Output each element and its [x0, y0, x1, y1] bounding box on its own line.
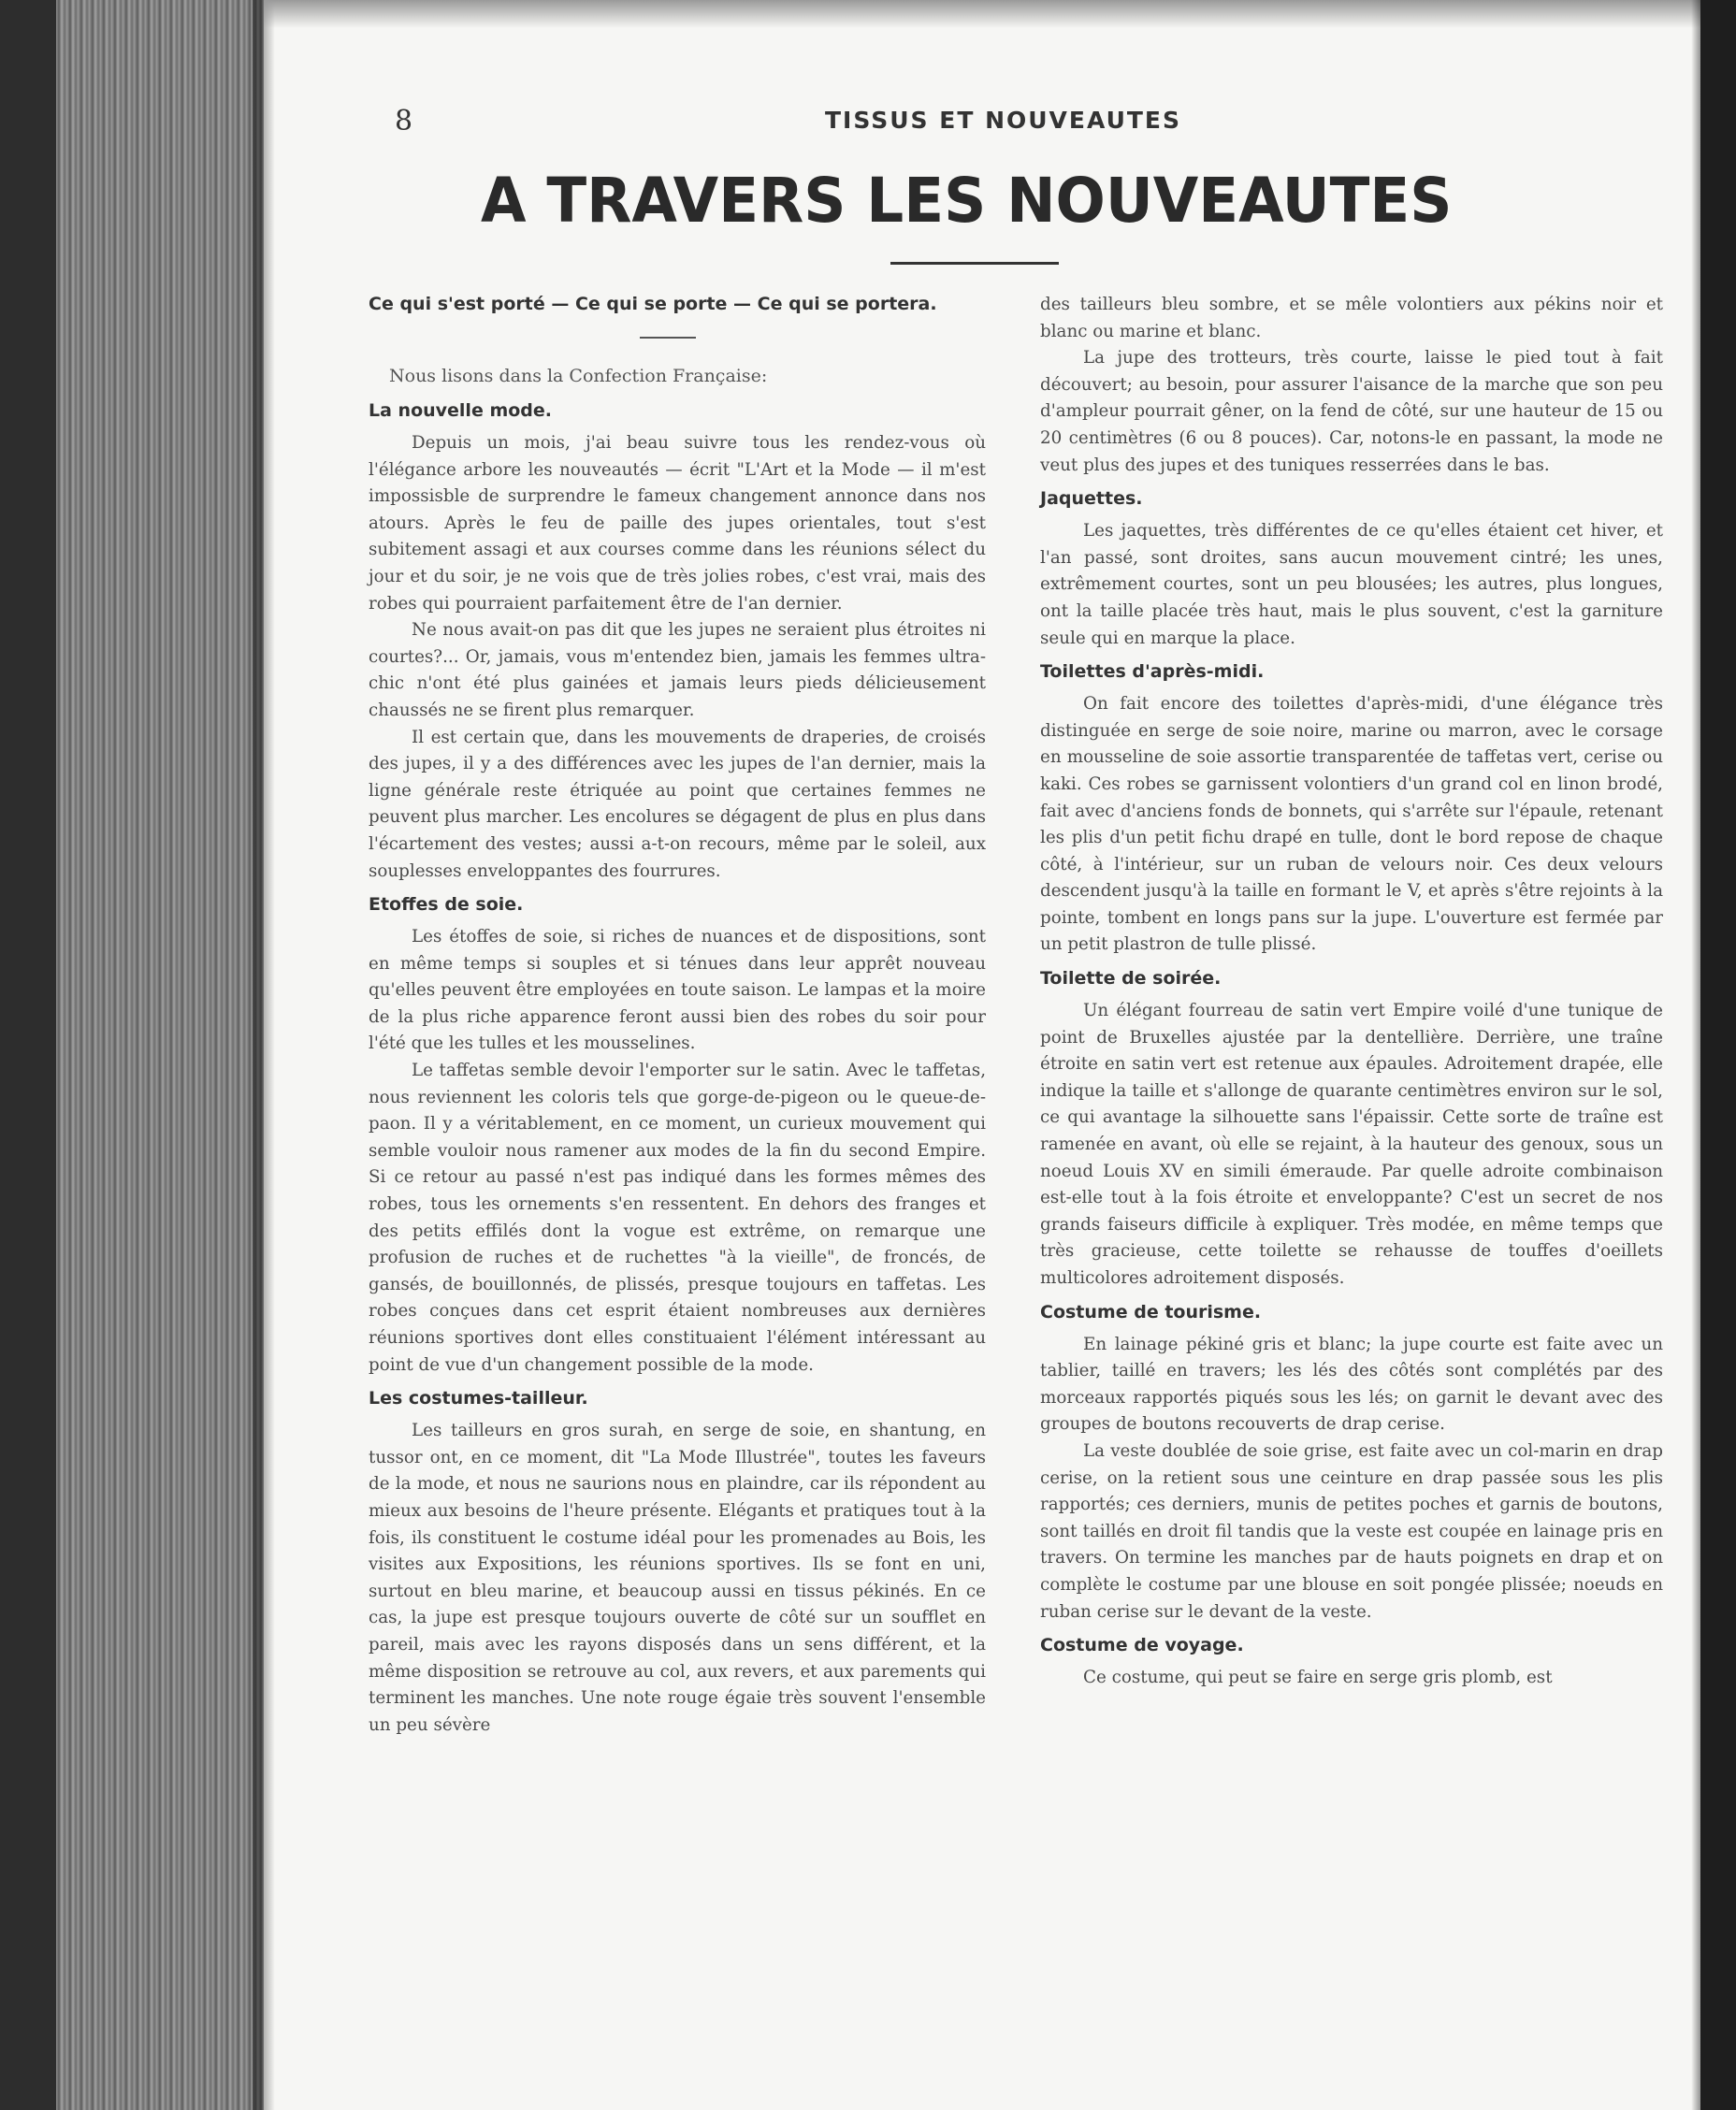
paragraph: Les étoffes de soie, si riches de nuances et de dispositions, sont en même temps si souples et si ténues dans leur apprêt nouveau qu'elles peuvent être employées en toute saison. Le lampas et la moire de la plus riche apparence feront aussi bien des robes du soir pour l'été que les tulles et les mousselines.	[369, 927, 986, 1054]
paragraph: Depuis un mois, j'ai beau suivre tous les rendez-vous où l'élégance arbore les nouveautés — écrit "L'Art et la Mode — il m'est impossisble de surprendre le fameux changement annonce dans nos atours. Après le feu de paille des jupes orientales, tout s'est subitement assagi et aux courses comme dans les réunions sélect du jour et du soir, je ne vois que de très jolies robes, c'est vrai, mais des robes qui pourraient parfaitement être de l'an dernier.	[369, 433, 986, 614]
paragraph: La veste doublée de soie grise, est faite avec un col-marin en drap cerise, on la retient sous une ceinture en drap passée sous les plis rapportés; ces derniers, munis de petites poches et garnis de boutons, sont taillés en droit fil tandis que la veste est coupée en lainage pris en travers. On termine les manches par de hauts poignets en drap et on complète le costume par une blouse en soit pongée plissée; noeuds en ruban cerise sur le devant de la veste.	[1040, 1440, 1663, 1622]
paragraph: Un élégant fourreau de satin vert Empire voilé d'une tunique de point de Bruxelles ajustée par la dentellière. Derrière, une traîne étroite en satin vert est retenue aux épaules. Adroitement drapée, elle indique la taille et s'allonge de quarante centimètres environ sur le sol, ce qui avantage la silhouette sans l'épaissir. Cette sorte de traîne est ramenée en avant, où elle se rejaint, à la hauteur des genoux, sous un noeud Louis XV en simili émeraude. Par quelle adroite combinaison est-elle tout à la fois étroite et enveloppante? C'est un secret de nos grands faiseurs difficile à expliquer. Très modée, en même temps que très gracieuse, cette toilette se rehausse de touffes d'oeillets multicolores adroitement disposés.	[1040, 1001, 1663, 1288]
running-head: TISSUS ET NOUVEAUTES	[825, 107, 1182, 134]
section-heading: Costume de voyage.	[1040, 1635, 1244, 1656]
paragraph: On fait encore des toilettes d'après-midi, d'une élégance très distinguée en serge de soie noire, marine ou marron, avec le corsage en mousseline de soie assortie transparentée de taffetas vert, cerise ou kaki. Ces robes se garnissent volontiers d'un grand col en linon brodé, fait avec d'anciens fonds de bonnets, qui s'arrête sur l'épaule, retenant les plis d'un petit fichu drapé en tulle, dont le bord repose de chaque côté, à l'intérieur, sur un ruban de velours noir. Ces deux velours descendent jusqu'à la taille en formant le V, et après s'être rejoints à la pointe, tombent en longs pans sur la jupe. L'ouverture est fermée par un petit plastron de tulle plissé.	[1040, 694, 1663, 955]
intro-line: Nous lisons dans la Confection Française:	[389, 366, 768, 386]
tagline: Ce qui s'est porté — Ce qui se porte — Ce qui se portera.	[369, 294, 937, 314]
paragraph: des tailleurs bleu sombre, et se mêle volontiers aux pékins noir et blanc ou marine et blanc.	[1040, 295, 1663, 341]
left-column	[369, 290, 986, 1739]
right-column	[1040, 292, 1663, 1692]
magazine-page	[264, 0, 1700, 2110]
section-heading: La nouvelle mode.	[369, 400, 553, 421]
paragraph: La jupe des trotteurs, très courte, laisse le pied tout à fait découvert; au besoin, pour assurer l'aisance de la marche que son peu d'ampleur pourrait gêner, on la fend de côté, sur une hauteur de 15 ou 20 centimètres (6 ou 8 pouces). Car, notons-le en passant, la mode ne veut plus des jupes et des tuniques resserrées dans le bas.	[1040, 348, 1663, 475]
tagline-rule	[640, 337, 696, 339]
section-heading: Jaquettes.	[1040, 488, 1143, 510]
paragraph: En lainage pékiné gris et blanc; la jupe courte est faite avec un tablier, taillé en travers; les lés des côtés sont complétés par des morceaux rapportés piqués sous les lés; on garnit le devant avec des groupes de boutons recouverts de drap cerise.	[1040, 1334, 1663, 1435]
section-heading: Etoffes de soie.	[369, 894, 524, 916]
title-rule	[890, 262, 1059, 265]
section-heading: Costume de tourisme.	[1040, 1301, 1262, 1322]
paragraph: Il est certain que, dans les mouvements de draperies, de croisés des jupes, il y a des différences avec les jupes de l'an dernier, mais la ligne générale reste étriquée au point que certaines femmes ne peuvent plus marcher. Les encolures se dégagent de plus en plus dans l'écartement des vestes; aussi a-t-on recours, même par le soleil, aux souplesses enveloppantes des fourrures.	[369, 727, 986, 881]
section-heading: Toilettes d'après-midi.	[1040, 661, 1265, 683]
paragraph: Ne nous avait-on pas dit que les jupes ne seraient plus étroites ni courtes?... Or, jamais, vous m'entendez bien, jamais les femmes ultra-chic n'ont été plus gainées et jamais leurs pieds délicieusement chaussés ne se firent plus remarquer.	[369, 620, 986, 720]
book-page-edges	[0, 0, 264, 2110]
section-heading: Les costumes-tailleur.	[369, 1388, 588, 1409]
section-heading: Toilette de soirée.	[1040, 968, 1222, 990]
page-number: 8	[395, 105, 413, 137]
paragraph: Ce costume, qui peut se faire en serge gris plomb, est	[1083, 1668, 1553, 1688]
paragraph: Les jaquettes, très différentes de ce qu'elles étaient cet hiver, et l'an passé, sont droites, sans aucun mouvement cintré; les unes, extrêmement courtes, sont un peu blousées; les autres, plus longues, ont la taille placée très haut, mais le plus souvent, c'est la garniture seule qui en marque la place.	[1040, 521, 1663, 648]
paragraph: Les tailleurs en gros surah, en serge de soie, en shantung, en tussor ont, en ce moment, dit "La Mode Illustrée", toutes les faveurs de la mode, et nous ne saurions nous en plaindre, car ils répondent au mieux aux besoins de l'heure présente. Elégants et pratiques tout à la fois, ils constituent le costume idéal pour les promenades au Bois, les visites aux Expositions, les réunions sportives. Ils se font en uni, surtout en bleu marine, et beaucoup aussi en tissus pékinés. En ce cas, la jupe est presque toujours ouverte de côté sur un soufflet en pareil, mais avec les rayons disposés dans un sens différent, et la même disposition se retrouve au col, aux revers, et aux parements qui terminent les manches. Une note rouge égaie très souvent l'ensemble un peu sévère	[369, 1421, 986, 1735]
book-right-edge	[1700, 0, 1736, 2110]
article-title: A TRAVERS LES NOUVEAUTES	[481, 165, 1453, 237]
paragraph: Le taffetas semble devoir l'emporter sur le satin. Avec le taffetas, nous reviennent les coloris tels que gorge-de-pigeon ou le queue-de-paon. Il y a véritablement, en ce moment, un curieux mouvement qui semble vouloir nous ramener aux modes de la fin du second Empire. Si ce retour au passé n'est pas indiqué dans les formes mêmes des robes, tous les ornements s'en ressentent. En dehors des franges et des petits effilés dont la vogue est extrême, on remarque une profusion de ruches et de ruchettes "à la vieille", de froncés, de gansés, de bouillonnés, de plissés, presque toujours en taffetas. Les robes conçues dans cet esprit étaient nombreuses aux dernières réunions sportives dont elles constituaient l'élément intéressant au point de vue d'un changement possible de la mode.	[369, 1061, 986, 1375]
